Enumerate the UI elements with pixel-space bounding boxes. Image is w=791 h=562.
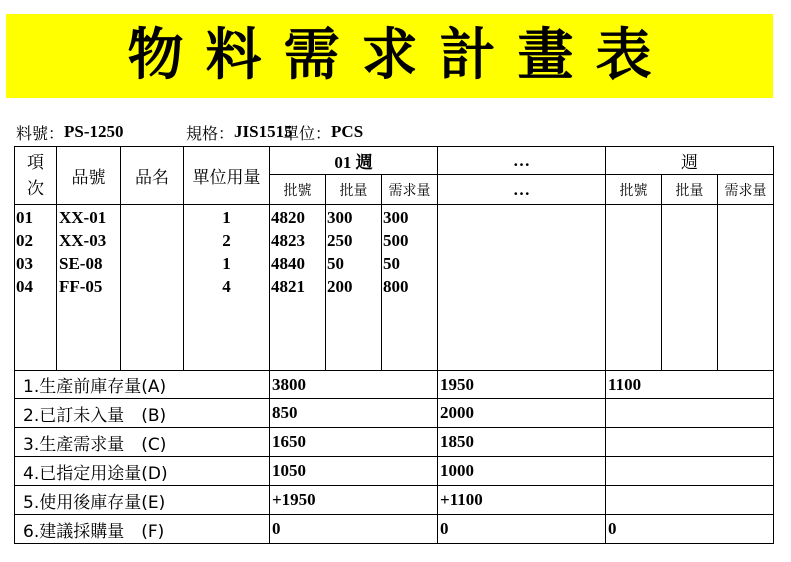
summary-label	[15, 371, 270, 399]
unit-value: PCS	[331, 122, 364, 141]
item-lot-no: 4823	[271, 231, 305, 250]
title-banner	[6, 14, 773, 98]
summary-row	[15, 428, 774, 457]
spec-value: JIS1515	[234, 122, 293, 141]
summary-week-last-value	[606, 486, 774, 515]
item-unit-qty: 2	[222, 231, 231, 250]
item-part-no: XX-01	[59, 208, 107, 227]
header-part-no: 品號	[57, 147, 121, 205]
summary-week1-value: 1050	[270, 457, 438, 486]
item-lot-qty: 200	[327, 277, 353, 296]
summary-label	[15, 457, 270, 486]
summary-label	[15, 486, 270, 515]
items-no-column	[15, 205, 57, 371]
item-no: 02	[16, 231, 33, 250]
summary-week-mid-value: 1850	[438, 428, 606, 457]
items-lot-no-column	[270, 205, 326, 371]
header-demand-w1: 需求量	[382, 175, 438, 205]
item-lot-no: 4820	[271, 208, 305, 227]
part-info-line	[16, 120, 363, 144]
summary-row	[15, 371, 774, 399]
summary-row	[15, 486, 774, 515]
header-lot-qty-wl: 批量	[662, 175, 718, 205]
item-lot-qty: 50	[327, 254, 344, 273]
item-no: 03	[16, 254, 33, 273]
unit-label: 單位：	[283, 123, 332, 143]
page-title: 物料需求計畫表	[127, 23, 674, 88]
header-lot-no-w1: 批號	[270, 175, 326, 205]
summary-week1-value: 3800	[270, 371, 438, 399]
item-no: 04	[16, 277, 33, 296]
header-lot-qty-w1: 批量	[326, 175, 382, 205]
header-week-01: 01 週	[270, 147, 438, 175]
summary-label-text: 3.生產需求量 (C)	[23, 434, 167, 455]
summary-week-last-value	[606, 457, 774, 486]
items-last-lot-qty-column	[662, 205, 718, 371]
header-lot-no-wl: 批號	[606, 175, 662, 205]
header-week-mid: …	[438, 147, 606, 175]
item-demand: 500	[383, 231, 409, 250]
item-unit-qty: 4	[222, 277, 231, 296]
header-week-last: 週	[606, 147, 774, 175]
header-unit-qty: 單位用量	[184, 147, 270, 205]
item-part-no: SE-08	[59, 254, 103, 273]
header-mid-sub: …	[438, 175, 606, 205]
item-unit-qty: 1	[222, 208, 231, 227]
summary-week1-value: +1950	[270, 486, 438, 515]
summary-week-mid-value: 0	[438, 515, 606, 544]
item-demand: 800	[383, 277, 409, 296]
item-demand: 300	[383, 208, 409, 227]
summary-week-last-value: 0	[606, 515, 774, 544]
items-row	[15, 205, 774, 371]
items-qty-column	[184, 205, 270, 371]
summary-week-mid-value: 2000	[438, 399, 606, 428]
summary-week1-value: 1650	[270, 428, 438, 457]
summary-week-mid-value: 1950	[438, 371, 606, 399]
items-demand-column	[382, 205, 438, 371]
item-demand: 50	[383, 254, 400, 273]
item-part-no: XX-03	[59, 231, 107, 250]
item-unit-qty: 1	[222, 254, 231, 273]
item-no: 01	[16, 208, 33, 227]
items-lot-qty-column	[326, 205, 382, 371]
summary-week-mid-value: 1000	[438, 457, 606, 486]
items-mid-week-column	[438, 205, 606, 371]
items-name-column	[121, 205, 184, 371]
summary-week1-value: 0	[270, 515, 438, 544]
summary-label-text: 2.已訂未入量 (B)	[23, 405, 167, 426]
spec-label: 規格：	[186, 123, 235, 143]
summary-label-text: 1.生產前庫存量(A)	[23, 377, 167, 397]
summary-row	[15, 457, 774, 486]
header-part-name: 品名	[121, 147, 184, 205]
summary-label-text: 6.建議採購量 (F)	[23, 521, 165, 542]
mrp-table	[14, 146, 774, 544]
summary-row	[15, 515, 774, 544]
items-last-demand-column	[718, 205, 774, 371]
summary-week-last-value: 1100	[606, 371, 774, 399]
summary-label	[15, 399, 270, 428]
summary-label-text: 5.使用後庫存量(E)	[23, 492, 166, 513]
summary-label	[15, 515, 270, 544]
items-last-lot-no-column	[606, 205, 662, 371]
summary-week1-value: 850	[270, 399, 438, 428]
items-part-column	[57, 205, 121, 371]
summary-week-last-value	[606, 428, 774, 457]
item-lot-no: 4821	[271, 277, 305, 296]
header-item-line2: 次	[27, 178, 44, 199]
summary-label-text: 4.已指定用途量(D)	[23, 463, 168, 484]
part-value: PS-1250	[64, 122, 124, 141]
part-label: 料號：	[16, 123, 65, 143]
summary-row	[15, 399, 774, 428]
item-part-no: FF-05	[59, 277, 103, 296]
summary-week-mid-value: +1100	[438, 486, 606, 515]
summary-week-last-value	[606, 399, 774, 428]
header-item-no	[15, 147, 57, 205]
item-lot-no: 4840	[271, 254, 305, 273]
item-lot-qty: 250	[327, 231, 353, 250]
header-demand-wl: 需求量	[718, 175, 774, 205]
summary-label	[15, 428, 270, 457]
header-item-line1: 項	[27, 152, 44, 173]
item-lot-qty: 300	[327, 208, 353, 227]
